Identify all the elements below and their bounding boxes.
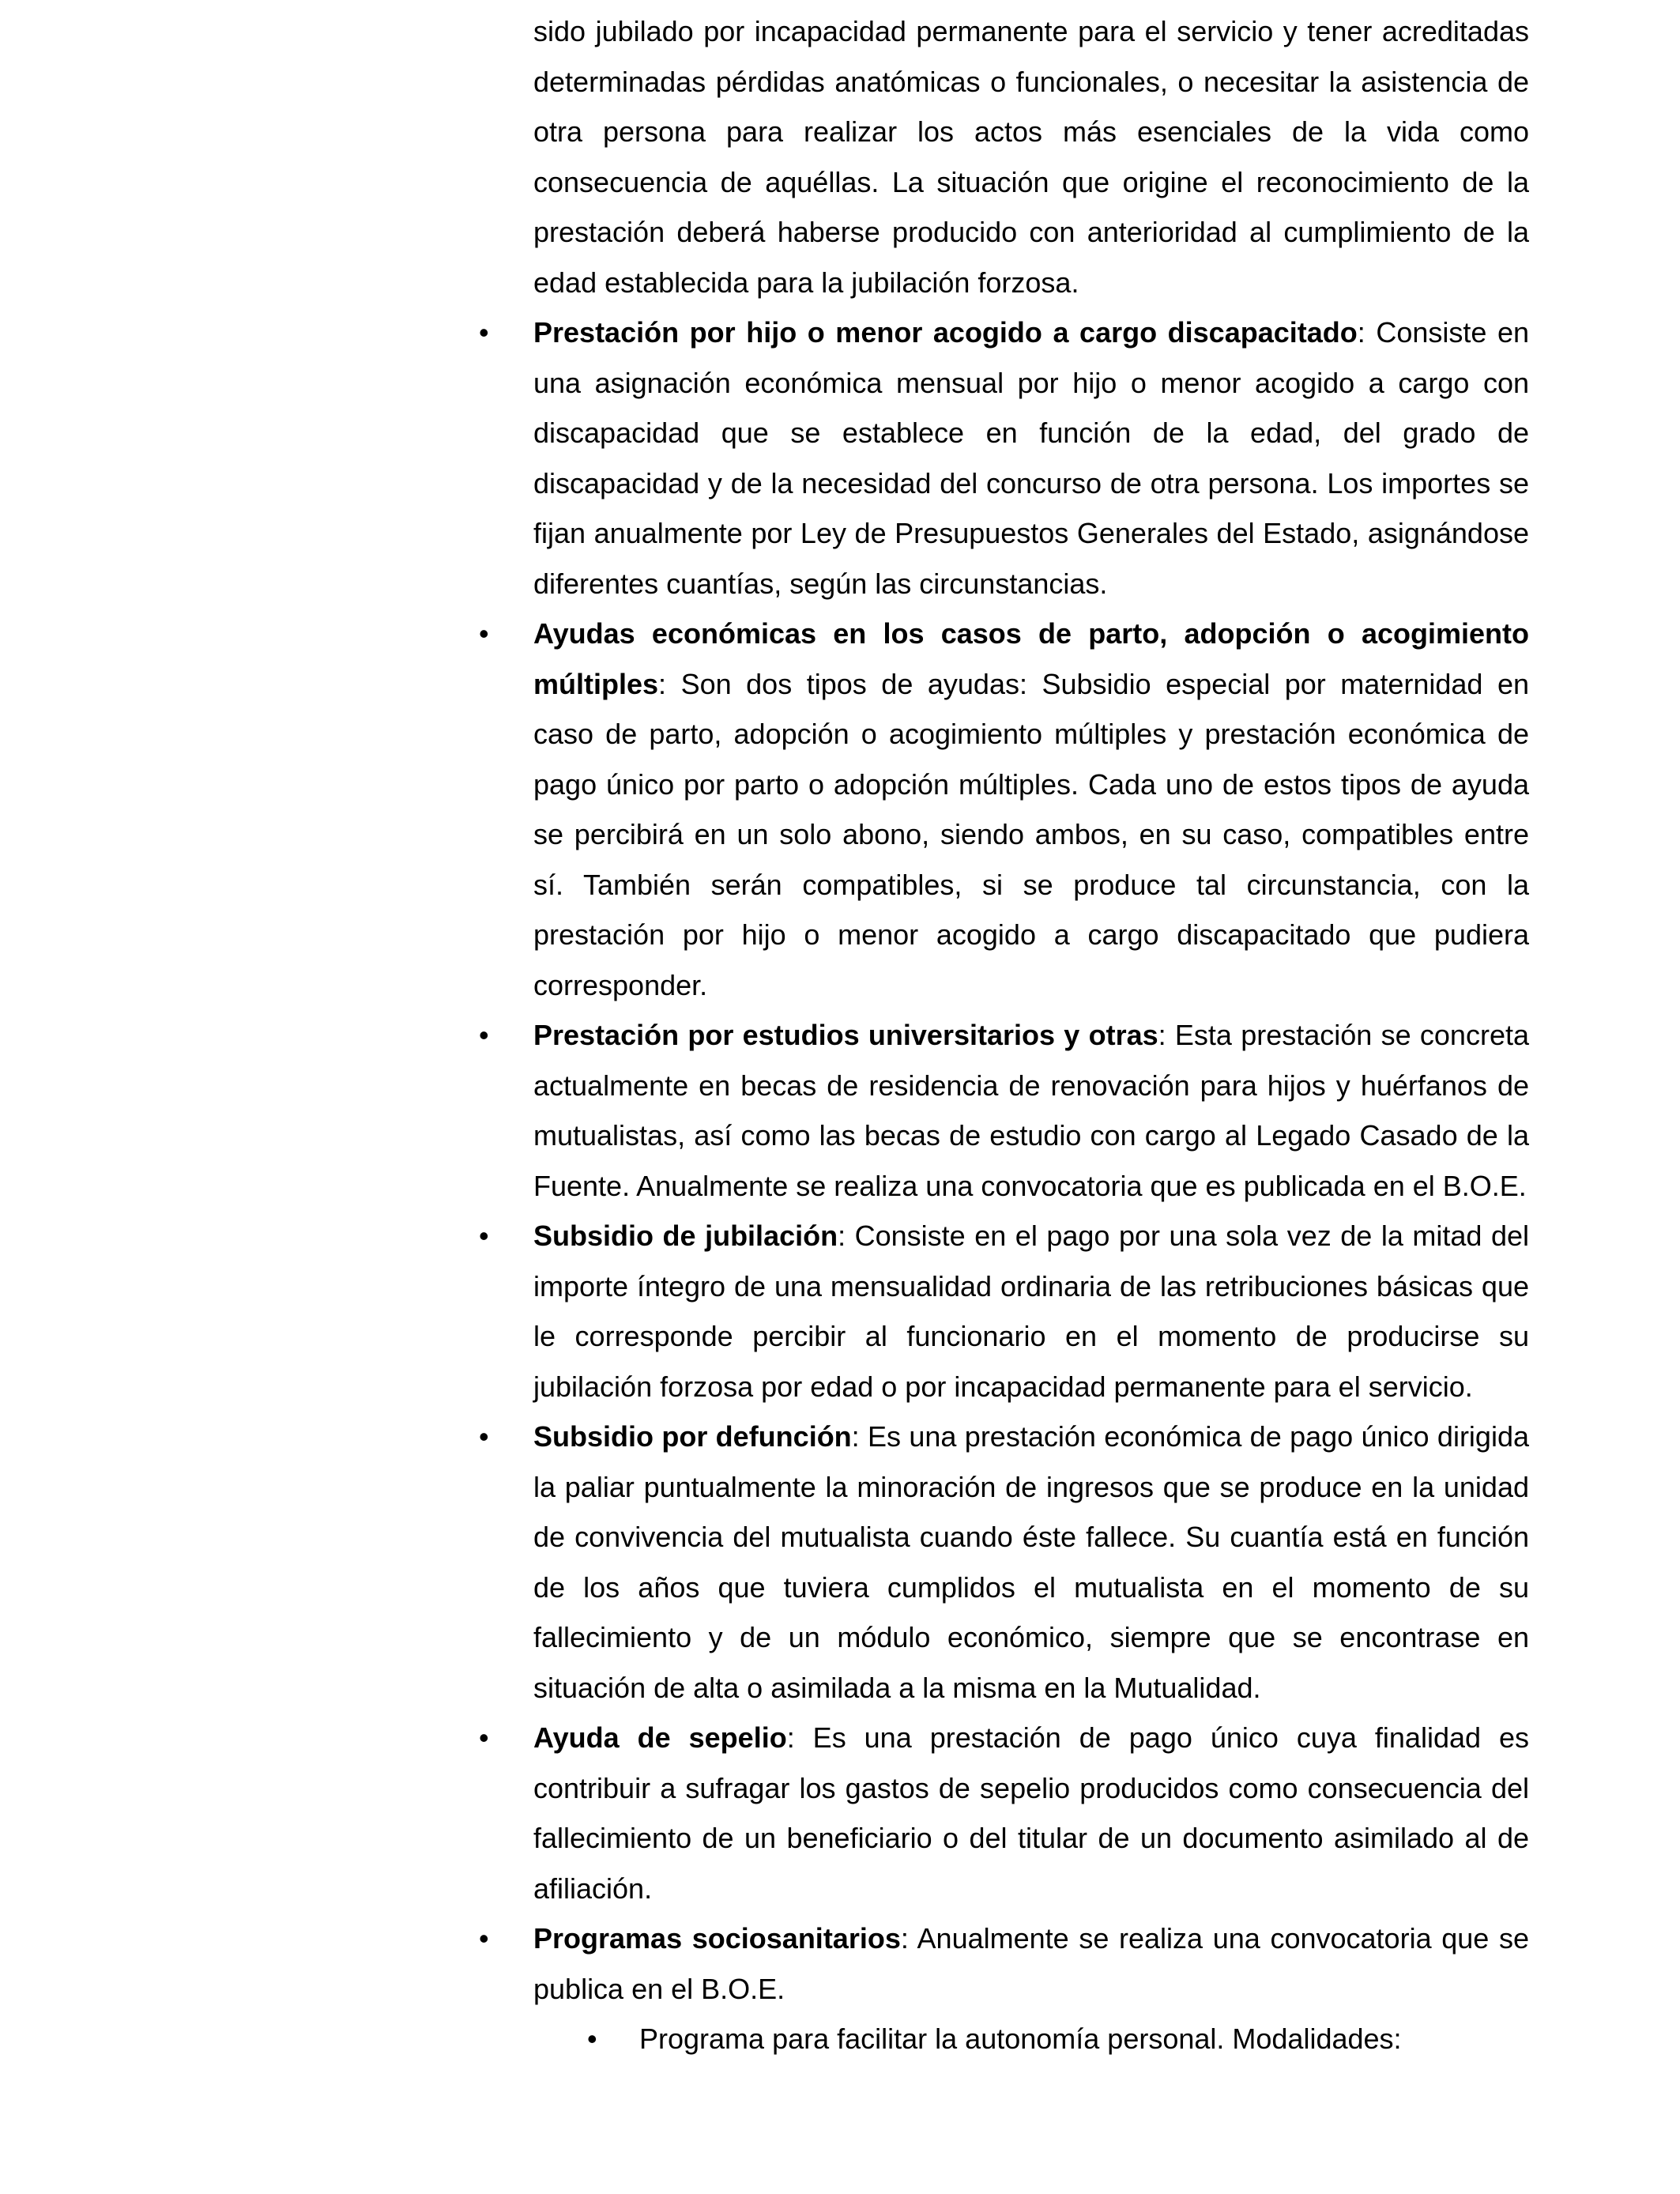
item-term: Ayuda de sepelio	[533, 1721, 787, 1754]
item-text: : Es una prestación de pago único cuya finalidad es contribuir a sufragar los gastos de sepelio producidos como consecuencia del fallecimiento de un beneficiario o del titular de un documento asimilado al de afiliación.	[533, 1721, 1529, 1905]
document-body	[533, 6, 1529, 2064]
item-term: Subsidio de jubilación	[533, 1220, 838, 1252]
item-text: : Consiste en una asignación económica mensual por hijo o menor acogido a cargo con discapacidad que se establece en función de la edad, del grado de discapacidad y de la necesidad del concurso de otra persona. Los importes se fijan anualmente por Ley de Presupuestos Generales del Estado, asignándose diferentes cuantías, según las circunstancias.	[533, 316, 1529, 600]
item-text: : Consiste en el pago por una sola vez de la mitad del importe íntegro de una mensualidad ordinaria de las retribuciones básicas que le corresponde percibir al funcionario en el momento de producirse su jubilación forzosa por edad o por incapacidad permanente para el servicio.	[533, 1220, 1529, 1403]
item-term: Ayudas económicas en los casos de parto, adopción o acogimiento múltiples	[533, 617, 1529, 700]
continuation-paragraph: sido jubilado por incapacidad permanente para el servicio y tener acreditadas determinadas pérdidas anatómicas o funcionales, o necesitar la asistencia de otra persona para realizar los actos más esenciales de la vida como consecuencia de aquéllas. La situación que origine el reconocimiento de la prestación deberá haberse producido con anterioridad al cumplimiento de la edad establecida para la jubilación forzosa.	[533, 15, 1529, 299]
list-item	[533, 1913, 1529, 2064]
item-text: : Anualmente se realiza una convocatoria que se publica en el B.O.E.	[533, 1922, 1530, 2005]
benefits-list	[533, 307, 1529, 2064]
list-item	[533, 1211, 1529, 1412]
item-text: : Esta prestación se concreta actualmente en becas de residencia de renovación para hijos y huérfanos de mutualistas, así como las becas de estudio con cargo al Legado Casado de la Fuente. Anualmente se realiza una convocatoria que es publicada en el B.O.E.	[533, 1019, 1529, 1202]
item-text: : Son dos tipos de ayudas: Subsidio especial por maternidad en caso de parto, adopción o acogimiento múltiples y prestación económica de pago único por parto o adopción múltiples. Cada uno de estos tipos de ayuda se percibirá en un solo abono, siendo ambos, en su caso, compatibles entre sí. También serán compatibles, si se produce tal circunstancia, con la prestación por hijo o menor acogido a cargo discapacitado que pudiera corresponder.	[533, 667, 1529, 1001]
item-term: Prestación por hijo o menor acogido a cargo discapacitado	[533, 316, 1358, 349]
sub-list-item: • Programa para facilitar la autonomía personal. Modalidades:	[639, 2014, 1529, 2064]
list-item	[533, 1010, 1529, 1211]
list-item	[533, 1713, 1529, 1913]
item-term: Prestación por estudios universitarios y otras	[533, 1019, 1158, 1051]
item-term: Subsidio por defunción	[533, 1420, 852, 1453]
list-item	[533, 609, 1529, 1010]
item-term: Programas sociosanitarios	[533, 1922, 901, 1955]
sub-list	[533, 2014, 1529, 2064]
list-item	[533, 1412, 1529, 1713]
list-item	[533, 307, 1529, 609]
item-text: : Es una prestación económica de pago único dirigida la paliar puntualmente la minoración de ingresos que se produce en la unidad de convivencia del mutualista cuando éste fallece. Su cuantía está en función de los años que tuviera cumplidos el mutualista en el momento de su fallecimiento y de un módulo económico, siempre que se encontrase en situación de alta o asimilada a la misma en la Mutualidad.	[533, 1420, 1529, 1704]
